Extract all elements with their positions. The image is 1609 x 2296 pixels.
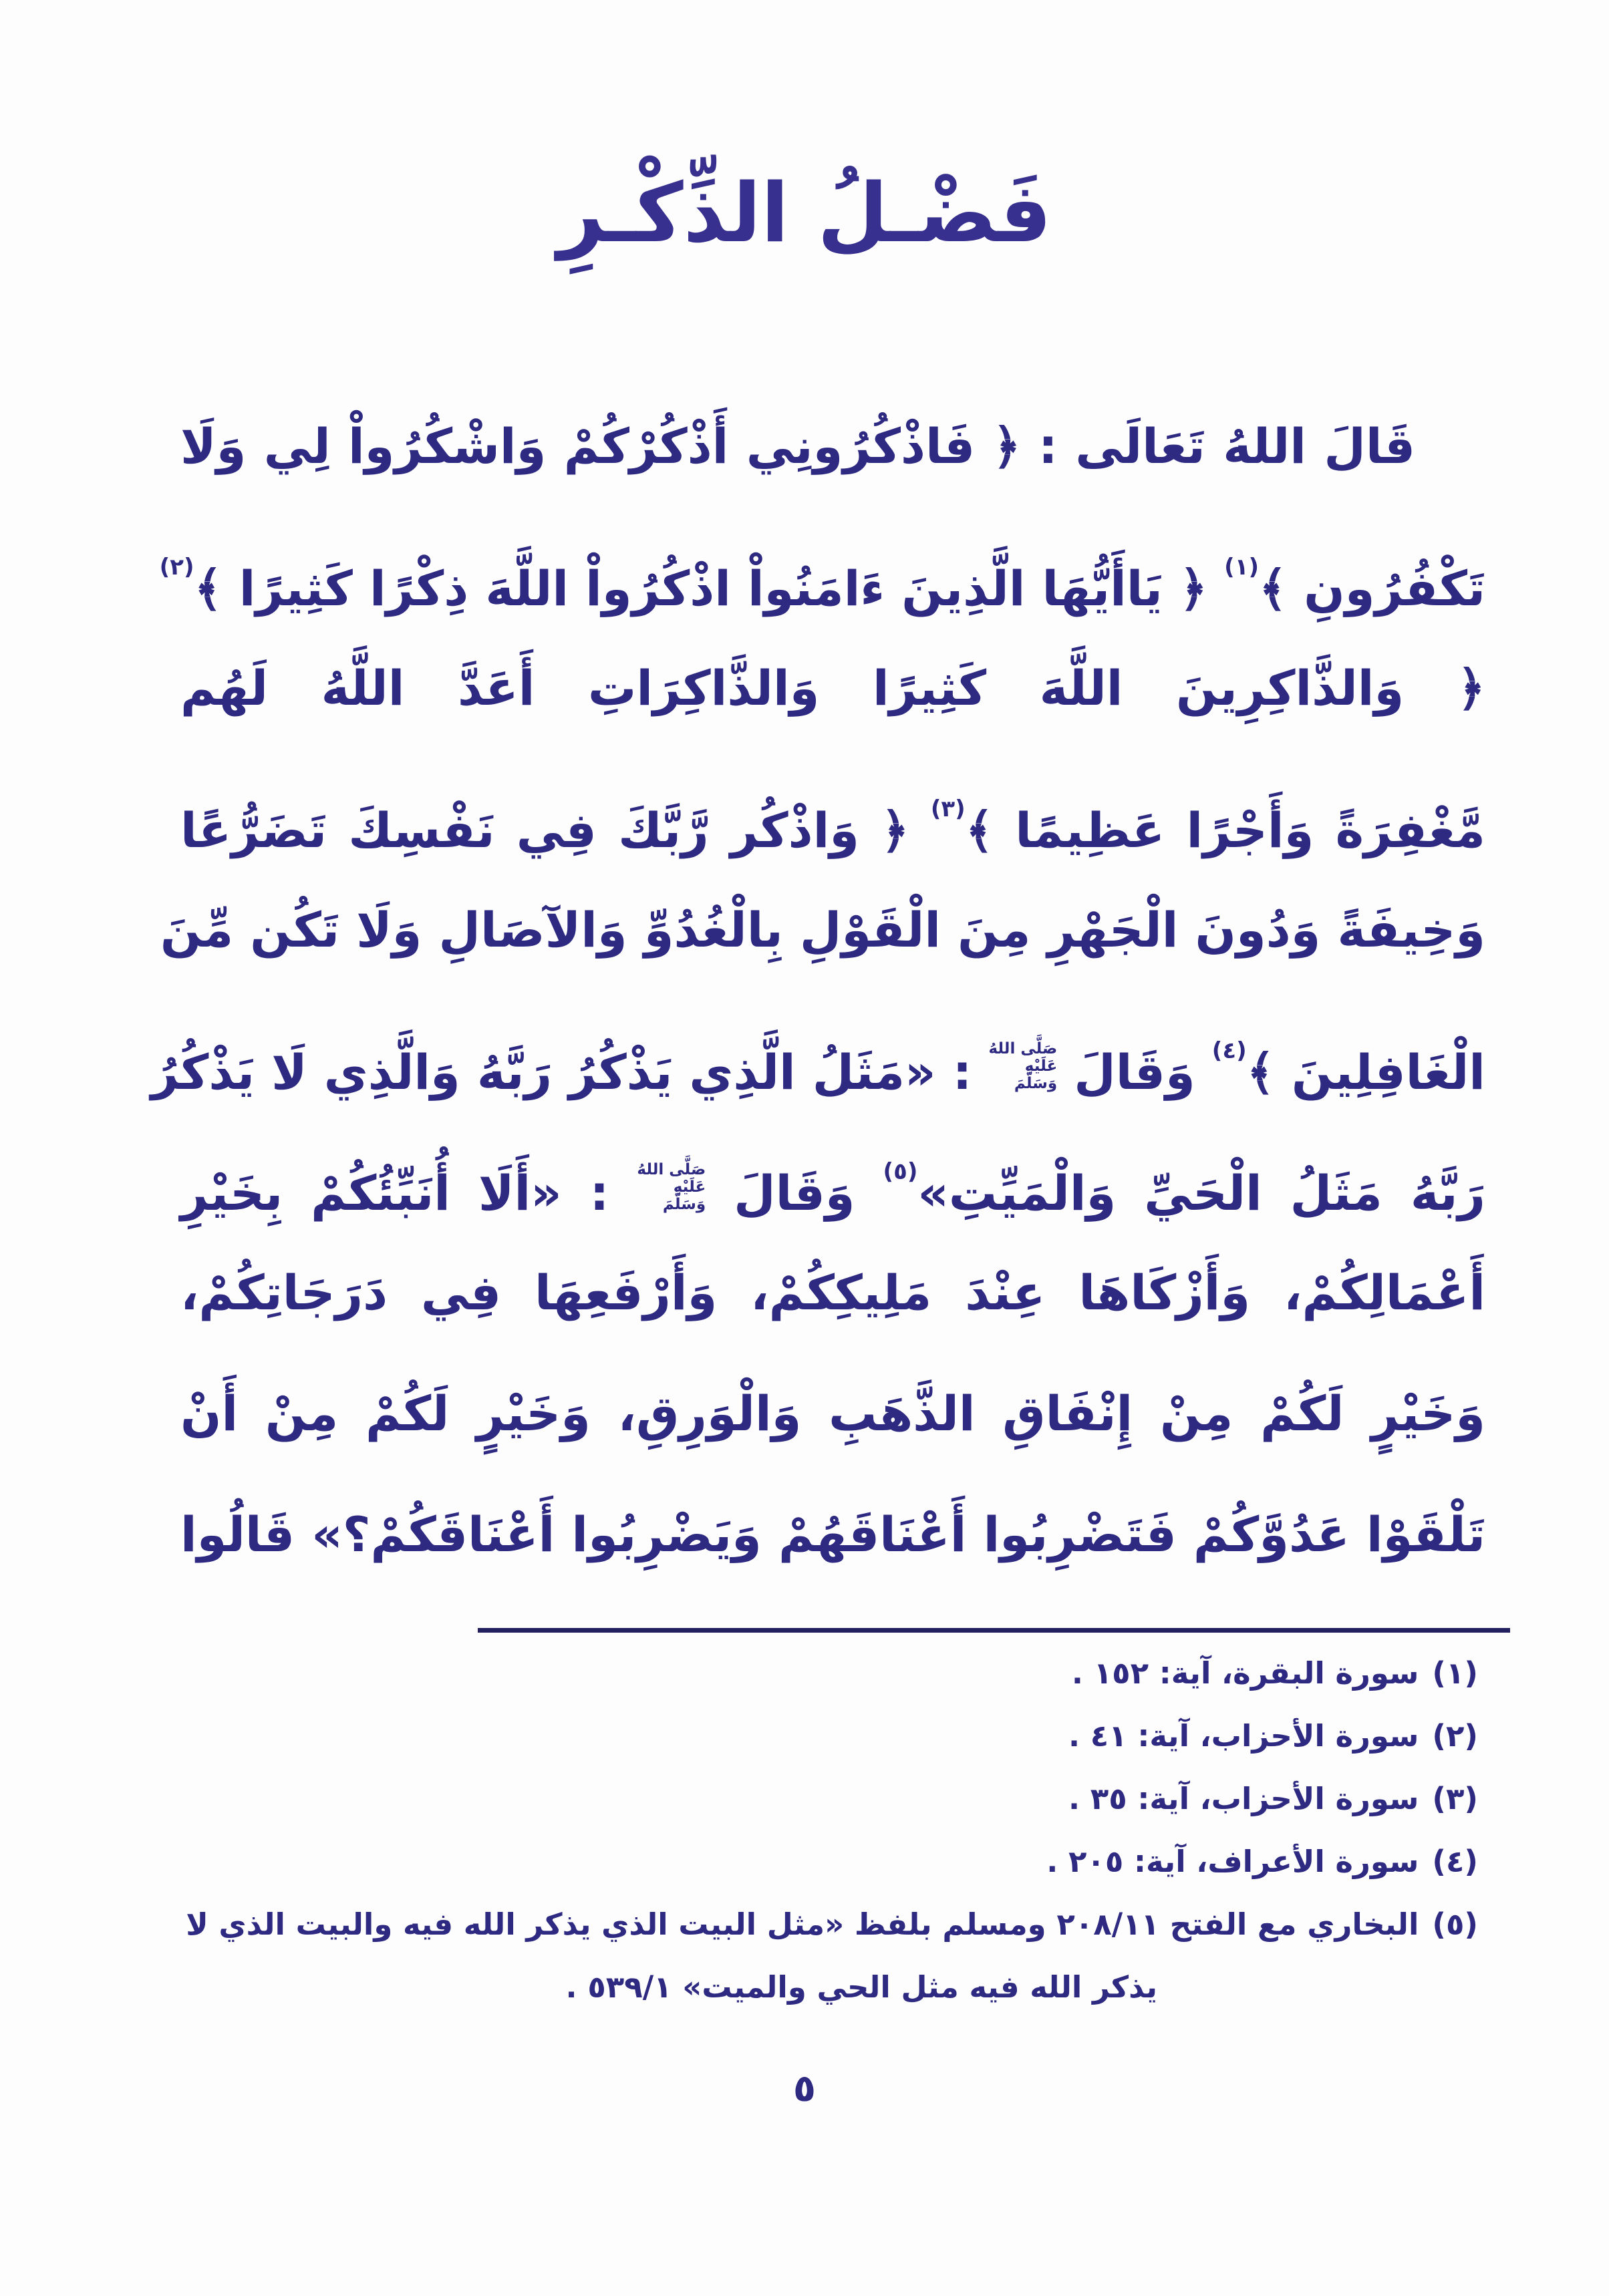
body-line xyxy=(160,870,1485,991)
footnote-number: (٣) xyxy=(1432,1781,1478,1816)
footnotes xyxy=(168,1642,1478,2019)
body-text xyxy=(150,386,1486,1595)
footnote-text: البخاري مع الفتح ٢٠٨/١١ ومسلم بلفظ «مثل البيت الذي يذكر الله فيه والبيت الذي لا xyxy=(186,1907,1419,1942)
footnote-text: سورة الأحزاب، آية: ٣٥ . xyxy=(1068,1781,1419,1816)
footnote-text: سورة البقرة، آية: ١٥٢ . xyxy=(1071,1655,1419,1691)
text-segment: قَالَ اللهُ تَعَالَى : ﴿ فَاذْكُرُونِي أَذْكُرْكُمْ وَاشْكُرُواْ لِي وَلَا xyxy=(180,418,1415,474)
text-segment: : «أَلَا أُنَبِّئُكُمْ بِخَيْرِ xyxy=(180,1165,637,1221)
footnote-number: (٢) xyxy=(1432,1718,1478,1754)
footnote-item xyxy=(168,1705,1478,1768)
body-line xyxy=(180,386,1485,507)
body-line xyxy=(180,1233,1485,1353)
page-title: فَضْـلُ الذِّكْـرِ xyxy=(557,166,1052,261)
body-line xyxy=(180,749,1485,870)
text-segment: وَقَالَ xyxy=(1057,1044,1212,1100)
text-segment: ﴿ يَاأَيُّهَا الَّذِينَ ءَامَنُواْ اذْكُرُواْ اللَّهَ ذِكْرًا كَثِيرًا ﴾ xyxy=(194,560,1225,617)
body-line xyxy=(180,1474,1485,1595)
body-line xyxy=(180,628,1485,749)
body-line xyxy=(159,507,1485,628)
footnote-reference-marker: (٥) xyxy=(883,1158,918,1185)
text-segment: أَعْمَالِكُمْ، وَأَزْكَاهَا عِنْدَ مَلِيكِكُمْ، وَأَرْفَعِهَا فِي دَرَجَاتِكُمْ، xyxy=(180,1265,1485,1321)
prophet-salutation-symbol: صَلَّى اللهُ عَلَيْهِ وَسَلَّمَ xyxy=(988,1040,1058,1093)
footnote-item xyxy=(168,1768,1478,1830)
footnote-continuation: يذكر الله فيه مثل الحي والميت» ٥٣٩/١ . xyxy=(565,1969,1157,2005)
footnote-reference-marker: (٤) xyxy=(1211,1037,1247,1064)
text-segment: تَلْقَوْا عَدُوَّكُمْ فَتَضْرِبُوا أَعْنَاقَهُمْ وَيَضْرِبُوا أَعْنَاقَكُمْ؟» قَالُوا xyxy=(180,1506,1485,1563)
footnote-reference-marker: (٢) xyxy=(159,554,194,581)
text-segment: وَخَيْرٍ لَكُمْ مِنْ إِنْفَاقِ الذَّهَبِ وَالْوَرِقِ، وَخَيْرٍ لَكُمْ مِنْ أَنْ xyxy=(180,1385,1485,1442)
text-segment: وَخِيفَةً وَدُونَ الْجَهْرِ مِنَ الْقَوْلِ بِالْغُدُوِّ وَالآصَالِ وَلَا تَكُن مِّنَ xyxy=(160,902,1485,958)
footnote-number: (٥) xyxy=(1432,1907,1478,1942)
footnote-text: سورة الأحزاب، آية: ٤١ . xyxy=(1068,1718,1419,1754)
text-segment: وَقَالَ xyxy=(706,1165,883,1221)
footnote-reference-marker: (١) xyxy=(1224,554,1260,581)
text-segment: رَبَّهُ مَثَلُ الْحَيِّ وَالْمَيِّتِ» xyxy=(917,1165,1485,1221)
footnote-number: (٤) xyxy=(1432,1844,1478,1879)
body-line xyxy=(150,991,1485,1112)
footnote-number: (١) xyxy=(1432,1655,1478,1691)
footnote-separator xyxy=(478,1628,1510,1633)
prophet-salutation-symbol: صَلَّى اللهُ عَلَيْهِ وَسَلَّمَ xyxy=(637,1161,706,1214)
body-line xyxy=(180,1353,1485,1474)
footnote-item xyxy=(168,1893,1478,1956)
text-segment: الْغَافِلِينَ ﴾ xyxy=(1246,1044,1485,1100)
text-segment: : «مَثَلُ الَّذِي يَذْكُرُ رَبَّهُ وَالَّذِي لَا يَذْكُرُ xyxy=(150,1044,989,1100)
footnote-reference-marker: (٣) xyxy=(930,796,966,822)
page-number: ٥ xyxy=(792,2067,817,2110)
text-segment: مَّغْفِرَةً وَأَجْرًا عَظِيمًا ﴾ xyxy=(965,802,1486,858)
footnote-item xyxy=(168,1642,1478,1705)
footnote-text: سورة الأعراف، آية: ٢٠٥ . xyxy=(1046,1844,1419,1879)
body-line xyxy=(180,1112,1485,1233)
footnote-item xyxy=(168,1830,1478,1893)
text-segment: ﴿ وَاذْكُر رَّبَّكَ فِي نَفْسِكَ تَضَرُّعًا xyxy=(180,802,931,858)
text-segment: تَكْفُرُونِ ﴾ xyxy=(1259,560,1485,617)
text-segment: ﴿ وَالذَّاكِرِينَ اللَّهَ كَثِيرًا وَالذَّاكِرَاتِ أَعَدَّ اللَّهُ لَهُم xyxy=(180,660,1485,716)
